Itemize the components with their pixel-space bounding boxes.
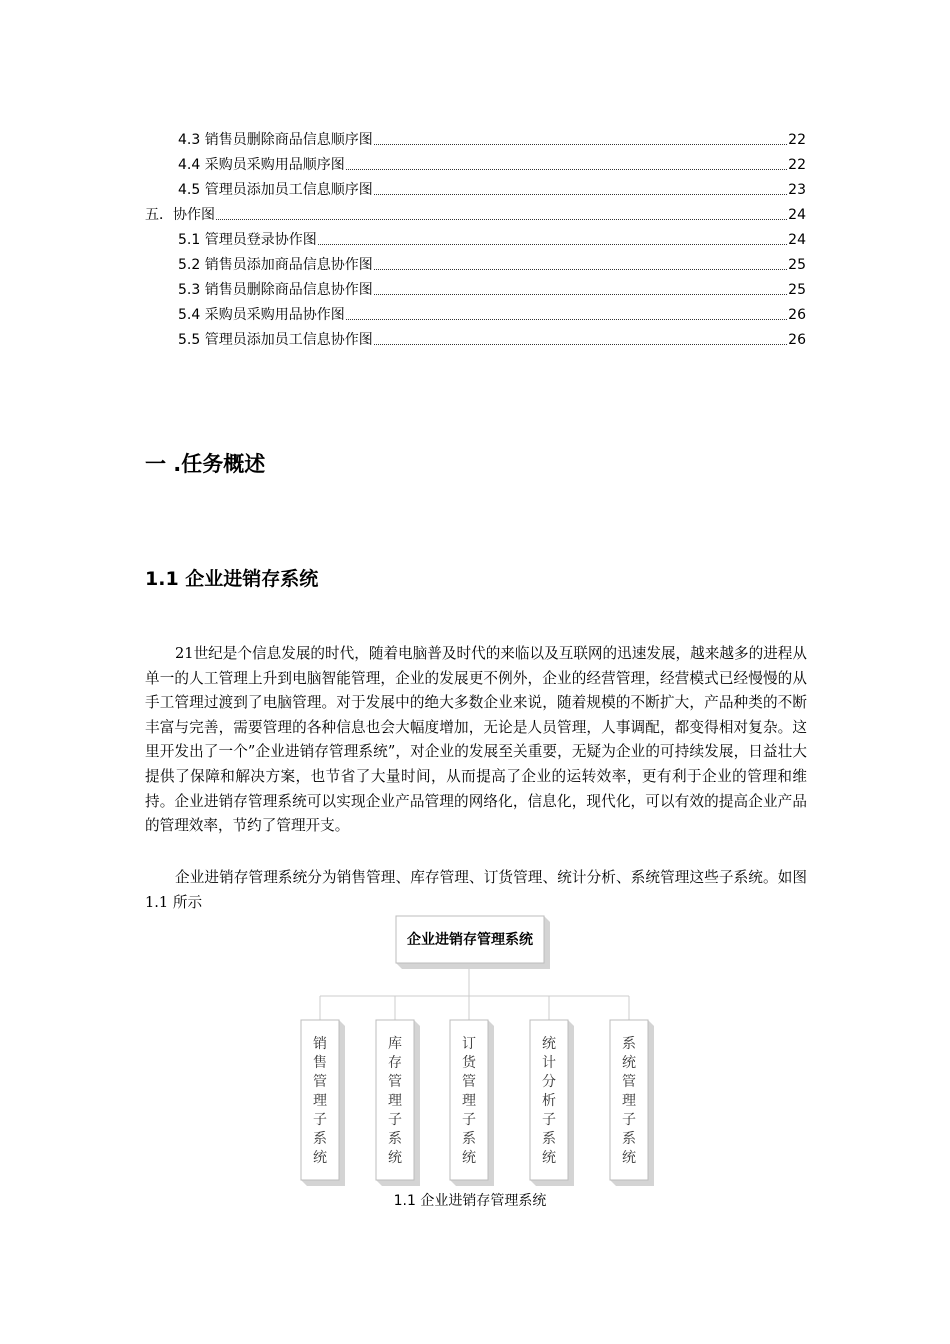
- toc-entry-page: 24: [788, 207, 806, 223]
- toc-entry-page: 23: [788, 182, 806, 198]
- toc-entry-label: 5.5 管理员添加员工信息协作图: [178, 332, 373, 348]
- toc-entry-page: 26: [788, 332, 806, 348]
- diagram-connectors: [320, 965, 629, 1020]
- toc-entry-label: 5.2 销售员添加商品信息协作图: [178, 257, 373, 273]
- toc-entry-page: 25: [788, 282, 806, 298]
- diagram-child-label: 销售管理子系统: [313, 1036, 327, 1166]
- diagram-child-nodes: [301, 1020, 654, 1186]
- toc-entry-label: 五．协作图: [145, 207, 215, 223]
- toc-entry-label: 4.5 管理员添加员工信息顺序图: [178, 182, 373, 198]
- toc-entry-label: 4.4 采购员采购用品顺序图: [178, 157, 345, 173]
- subsection-heading: 1.1 企业进销存系统: [145, 568, 319, 590]
- diagram-root-label: 企业进销存管理系统: [407, 932, 533, 948]
- diagram-child-label: 系统管理子系统: [622, 1036, 636, 1166]
- toc-entry-page: 26: [788, 307, 806, 323]
- toc-entry-page: 22: [788, 132, 806, 148]
- body-paragraph: 21世纪是个信息发展的时代，随着电脑普及时代的来临以及互联网的迅速发展，越来越多的进程从单一的人工管理上升到电脑智能管理，企业的发展更不例外，企业的经营管理，经营模式已经慢慢的从手工管理过渡到了电脑管理。对于发展中的绝大多数企业来说，随着规模的不断扩大，产品种类的不断丰富与完善，需要管理的各种信息也会大幅度增加，无论是人员管理，人事调配，都变得相对复杂。这里开发出了一个”企业进销存管理系统”，对企业的发展至关重要，无疑为企业的可持续发展，日益壮大提供了保障和解决方案，也节省了大量时间，从而提高了企业的运转效率，更有利于企业的管理和维持。企业进销存管理系统可以实现企业产品管理的网络化，信息化，现代化，可以有效的提高企业产品的管理效率，节约了管理开支。: [145, 645, 807, 835]
- diagram-child-node: [610, 1020, 654, 1186]
- diagram-child-label: 统计分析子系统: [542, 1036, 556, 1166]
- diagram-child-label: 订货管理子系统: [462, 1036, 476, 1166]
- toc-entry-label: 5.3 销售员删除商品信息协作图: [178, 282, 373, 298]
- diagram-root-node: [396, 916, 550, 969]
- toc-entry-label: 4.3 销售员删除商品信息顺序图: [178, 132, 373, 148]
- diagram-child-node: [301, 1020, 345, 1186]
- body-paragraph: 企业进销存管理系统分为销售管理、库存管理、订货管理、统计分析、系统管理这些子系统。如图 1.1 所示: [145, 869, 807, 911]
- diagram-child-node: [376, 1020, 420, 1186]
- diagram-child-node: [530, 1020, 574, 1186]
- diagram-child-node: [450, 1020, 494, 1186]
- figure-caption: 1.1 企业进销存管理系统: [393, 1193, 547, 1209]
- toc-entry-page: 25: [788, 257, 806, 273]
- toc-entry-page: 24: [788, 232, 806, 248]
- toc-entry-page: 22: [788, 157, 806, 173]
- toc-entry-label: 5.1 管理员登录协作图: [178, 232, 317, 248]
- diagram-child-label: 库存管理子系统: [388, 1036, 402, 1166]
- section-heading: 一 .任务概述: [145, 452, 266, 476]
- toc-entry-label: 5.4 采购员采购用品协作图: [178, 307, 345, 323]
